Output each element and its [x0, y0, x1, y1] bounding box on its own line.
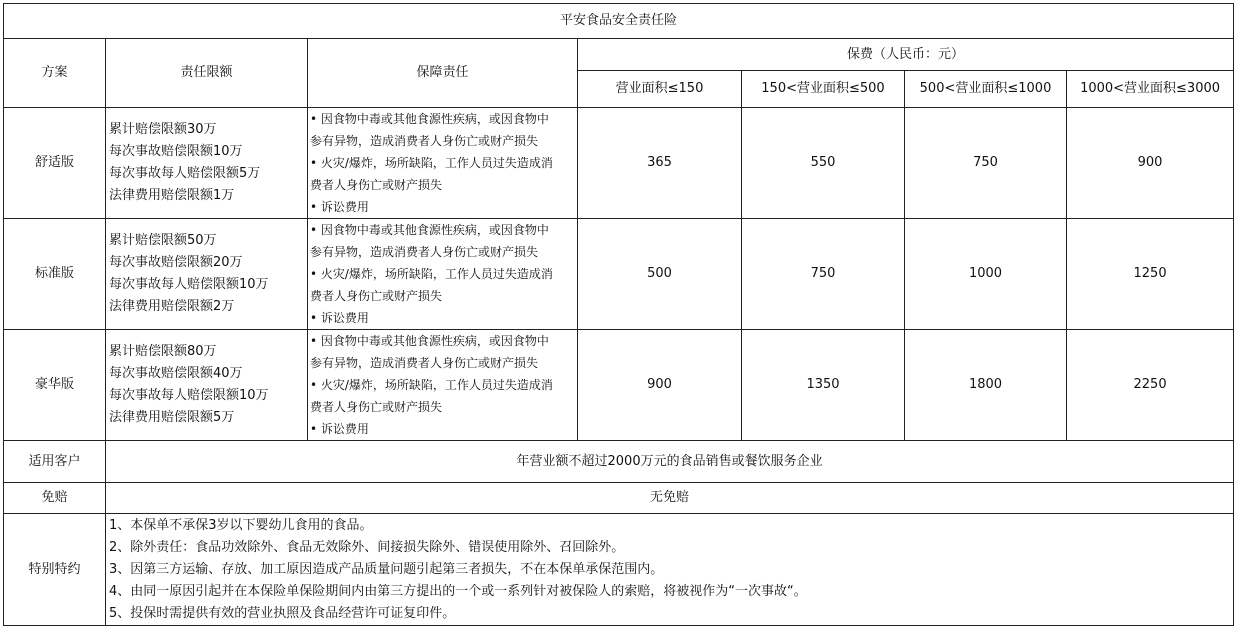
deductible-label: 免赔	[4, 483, 106, 514]
premium-price: 1000	[905, 219, 1067, 330]
header-tier: 150<营业面积≤500	[742, 71, 905, 108]
special-terms	[106, 514, 1234, 626]
limit-item: 累计赔偿限额80万	[109, 344, 217, 359]
limit-item: 累计赔偿限额30万	[109, 122, 217, 137]
coverage-line: • 火灾/爆炸，场所缺陷，工作人员过失造成消	[310, 378, 553, 392]
limit-item: 每次事故每人赔偿限额10万	[109, 388, 269, 403]
premium-price: 1250	[1067, 219, 1234, 330]
coverage-line: • 火灾/爆炸，场所缺陷，工作人员过失造成消	[310, 267, 553, 281]
plan-name: 豪华版	[4, 330, 106, 441]
premium-price: 550	[742, 108, 905, 219]
limit-item: 每次事故赔偿限额40万	[109, 366, 243, 381]
coverage-line: • 火灾/爆炸，场所缺陷，工作人员过失造成消	[310, 156, 553, 170]
coverage-line: • 因食物中毒或其他食源性疾病，或因食物中	[310, 334, 549, 348]
table-title: 平安食品安全责任险	[4, 4, 1234, 39]
special-item: 1、本保单不承保3岁以下婴幼儿食用的食品。	[109, 517, 373, 533]
premium-price: 1350	[742, 330, 905, 441]
limit-item: 法律费用赔偿限额2万	[109, 299, 235, 314]
header-limit: 责任限额	[106, 39, 308, 108]
plan-limits	[106, 108, 308, 219]
header-tier: 营业面积≤150	[578, 71, 742, 108]
coverage-line: 参有异物，造成消费者人身伤亡或财产损失	[310, 356, 539, 370]
limit-item: 每次事故赔偿限额20万	[109, 255, 243, 270]
coverage-line: • 诉讼费用	[310, 311, 369, 325]
limit-item: 每次事故赔偿限额10万	[109, 144, 243, 159]
coverage-line: 费者人身伤亡或财产损失	[310, 289, 443, 303]
plan-name: 舒适版	[4, 108, 106, 219]
premium-price: 365	[578, 108, 742, 219]
premium-price: 1800	[905, 330, 1067, 441]
coverage-line: 费者人身伤亡或财产损失	[310, 178, 443, 192]
plan-coverage	[308, 330, 578, 441]
limit-item: 每次事故每人赔偿限额10万	[109, 277, 269, 292]
deductible-value: 无免赔	[106, 483, 1234, 514]
special-label: 特别特约	[4, 514, 106, 626]
header-plan: 方案	[4, 39, 106, 108]
coverage-line: 参有异物，造成消费者人身伤亡或财产损失	[310, 245, 539, 259]
plan-limits	[106, 330, 308, 441]
limit-item: 法律费用赔偿限额5万	[109, 410, 235, 425]
customers-value: 年营业额不超过2000万元的食品销售或餐饮服务企业	[106, 441, 1234, 483]
plan-row	[4, 219, 1234, 330]
premium-price: 2250	[1067, 330, 1234, 441]
premium-price: 900	[578, 330, 742, 441]
special-item: 2、除外责任：食品功效除外、食品无效除外、间接损失除外、错误使用除外、召回除外。	[109, 539, 625, 555]
plan-row	[4, 108, 1234, 219]
premium-price: 900	[1067, 108, 1234, 219]
special-item: 4、由同一原因引起并在本保险单保险期间内由第三方提出的一个或一系列针对被保险人的索赔，将被视作为“一次事故“。	[109, 583, 807, 599]
coverage-line: • 因食物中毒或其他食源性疾病，或因食物中	[310, 112, 549, 126]
coverage-line: 费者人身伤亡或财产损失	[310, 400, 443, 414]
premium-price: 750	[905, 108, 1067, 219]
special-item: 5、投保时需提供有效的营业执照及食品经营许可证复印件。	[109, 605, 456, 621]
coverage-line: • 诉讼费用	[310, 422, 369, 436]
limit-item: 法律费用赔偿限额1万	[109, 188, 235, 203]
header-premium: 保费（人民币：元）	[578, 39, 1234, 71]
special-item: 3、因第三方运输、存放、加工原因造成产品质量问题引起第三者损失，不在本保单承保范围内。	[109, 561, 664, 577]
customers-label: 适用客户	[4, 441, 106, 483]
coverage-line: • 因食物中毒或其他食源性疾病，或因食物中	[310, 223, 549, 237]
header-tier: 1000<营业面积≤3000	[1067, 71, 1234, 108]
plan-coverage	[308, 108, 578, 219]
header-coverage: 保障责任	[308, 39, 578, 108]
premium-price: 750	[742, 219, 905, 330]
premium-price: 500	[578, 219, 742, 330]
insurance-table	[3, 3, 1234, 626]
plan-limits	[106, 219, 308, 330]
plan-name: 标准版	[4, 219, 106, 330]
header-tier: 500<营业面积≤1000	[905, 71, 1067, 108]
coverage-line: 参有异物，造成消费者人身伤亡或财产损失	[310, 134, 539, 148]
limit-item: 累计赔偿限额50万	[109, 233, 217, 248]
limit-item: 每次事故每人赔偿限额5万	[109, 166, 261, 181]
coverage-line: • 诉讼费用	[310, 200, 369, 214]
plan-row	[4, 330, 1234, 441]
plan-coverage	[308, 219, 578, 330]
